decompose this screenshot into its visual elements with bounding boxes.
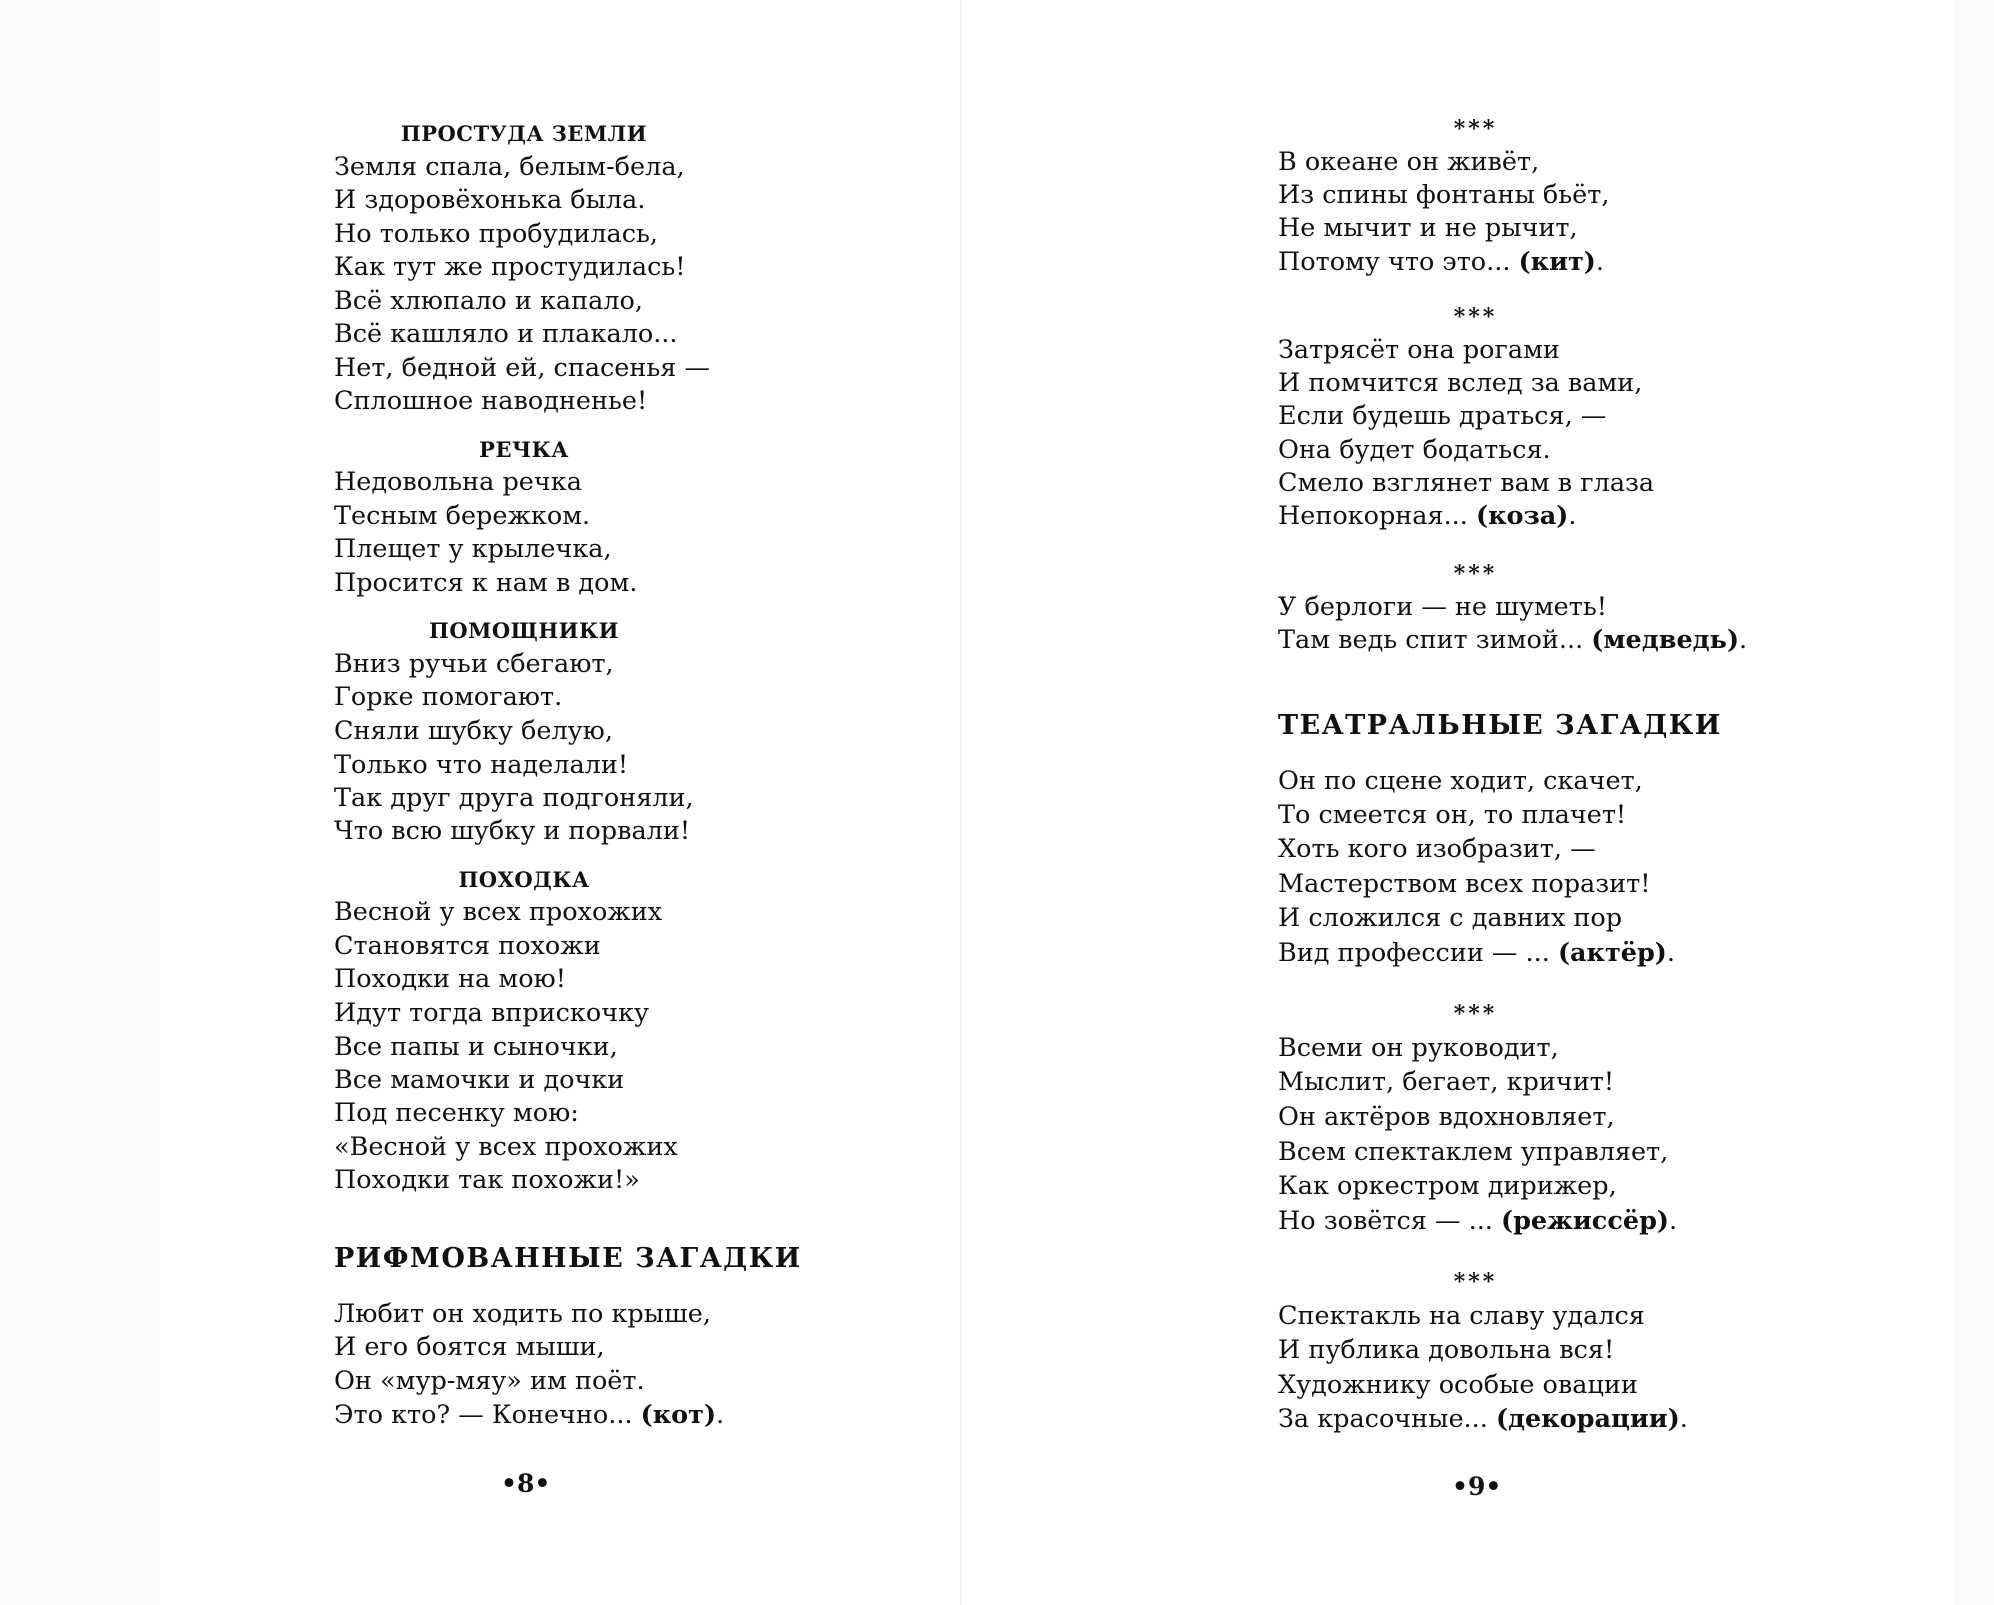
riddle-line: В океане он живёт,	[1278, 147, 1540, 177]
poem-line: Всё кашляло и плакало...	[334, 319, 678, 349]
riddle-line: Смело взглянет вам в глаза	[1278, 468, 1655, 498]
riddle-line: Если будешь драться, —	[1278, 401, 1607, 431]
poem-line: Земля спала, белым-бела,	[334, 152, 685, 182]
poem-line: Походки так похожи!»	[334, 1165, 640, 1195]
poem-title: ПОХОДКА	[458, 867, 590, 892]
book-gutter	[960, 0, 962, 1605]
riddle-last-line: Это кто? — Конечно... (кот).	[334, 1400, 725, 1430]
poem-line: Только что наделали!	[334, 750, 629, 780]
riddle-line: Любит он ходить по крыше,	[334, 1299, 711, 1329]
poem-line: Но только пробудилась,	[334, 219, 659, 249]
riddle-answer: (медведь)	[1591, 625, 1740, 655]
poem-line: Походки на мою!	[334, 964, 567, 994]
riddle-last-line: Непокорная... (коза).	[1278, 501, 1577, 531]
riddle-line: Мыслит, бегает, кричит!	[1278, 1067, 1615, 1097]
poem-line: Нет, бедной ей, спасенья —	[334, 353, 710, 383]
separator-stars: ***	[1453, 1001, 1498, 1027]
poem-line: «Весной у всех прохожих	[334, 1132, 678, 1162]
riddle-line: То смеется он, то плачет!	[1278, 800, 1627, 830]
poem-line: Что всю шубку и порвали!	[334, 816, 691, 846]
poem-line: Как тут же простудилась!	[334, 252, 686, 282]
poem-line: Сплошное наводненье!	[334, 386, 648, 416]
poem-line: Горке помогают.	[334, 682, 563, 712]
riddle-line: Спектакль на славу удался	[1278, 1301, 1645, 1331]
riddle-answer: (коза)	[1476, 501, 1569, 531]
riddle-line: И помчится вслед за вами,	[1278, 368, 1643, 398]
riddle-line: И публика довольна вся!	[1278, 1335, 1615, 1365]
riddle-line: Он актёров вдохновляет,	[1278, 1102, 1615, 1132]
riddle-line: Всеми он руководит,	[1278, 1033, 1559, 1063]
left-page-edge	[0, 0, 160, 1605]
separator-stars: ***	[1453, 304, 1498, 330]
riddle-line: У берлоги — не шуметь!	[1278, 592, 1607, 622]
separator-stars: ***	[1453, 1269, 1498, 1295]
riddle-line: Мастерством всех поразит!	[1278, 869, 1651, 899]
poem-line: Вниз ручьи сбегают,	[334, 649, 614, 679]
riddle-line: И сложился с давних пор	[1278, 903, 1623, 933]
section-title: РИФМОВАННЫЕ ЗАГАДКИ	[334, 1243, 802, 1274]
poem-title: ПРОСТУДА ЗЕМЛИ	[400, 121, 648, 146]
poem-line: Просится к нам в дом.	[334, 568, 638, 598]
poem-line: Так друг друга подгоняли,	[334, 783, 694, 813]
section-title: ТЕАТРАЛЬНЫЕ ЗАГАДКИ	[1278, 710, 1722, 741]
riddle-line: Из спины фонтаны бьёт,	[1278, 180, 1610, 210]
riddle-line: Он «мур-мяу» им поёт.	[334, 1366, 645, 1396]
separator-stars: ***	[1453, 116, 1498, 142]
poem-line: Тесным бережком.	[334, 501, 591, 531]
riddle-last-line: Но зовётся — ... (режиссёр).	[1278, 1206, 1678, 1236]
riddle-line: Он по сцене ходит, скачет,	[1278, 766, 1643, 796]
riddle-answer: (декорации)	[1495, 1404, 1680, 1434]
poem-line: Идут тогда вприскочку	[334, 998, 650, 1028]
poem-line: Недовольна речка	[334, 467, 582, 497]
poem-line: Плещет у крылечка,	[334, 534, 612, 564]
poem-line: Под песенку мою:	[334, 1098, 579, 1128]
riddle-line: Затрясёт она рогами	[1278, 335, 1560, 365]
poem-title: РЕЧКА	[479, 437, 569, 462]
page-number: •8•	[501, 1469, 551, 1498]
riddle-line: Художнику особые овации	[1278, 1370, 1638, 1400]
riddle-line: И его боятся мыши,	[334, 1332, 605, 1362]
riddle-last-line: За красочные... (декорации).	[1278, 1404, 1688, 1434]
riddle-answer: (кот)	[640, 1400, 717, 1430]
riddle-line: Как оркестром дирижер,	[1278, 1171, 1617, 1201]
poem-title: ПОМОЩНИКИ	[429, 618, 619, 643]
poem-line: Весной у всех прохожих	[334, 897, 663, 927]
riddle-answer: (актёр)	[1557, 938, 1667, 968]
riddle-line: Не мычит и не рычит,	[1278, 213, 1578, 243]
riddle-last-line: Там ведь спит зимой... (медведь).	[1278, 625, 1748, 655]
riddle-last-line: Вид профессии — ... (актёр).	[1278, 938, 1675, 968]
right-page-edge	[1954, 0, 1994, 1605]
poem-line: Все мамочки и дочки	[334, 1065, 625, 1095]
poem-line: И здоровёхонька была.	[334, 185, 646, 215]
riddle-line: Она будет бодаться.	[1278, 435, 1551, 465]
poem-line: Все папы и сыночки,	[334, 1032, 618, 1062]
riddle-last-line: Потому что это... (кит).	[1278, 247, 1604, 277]
poem-line: Сняли шубку белую,	[334, 716, 613, 746]
riddle-line: Всем спектаклем управляет,	[1278, 1137, 1669, 1167]
riddle-line: Хоть кого изобразит, —	[1278, 834, 1596, 864]
riddle-answer: (режиссёр)	[1501, 1206, 1669, 1236]
riddle-answer: (кит)	[1518, 247, 1596, 277]
poem-line: Всё хлюпало и капало,	[334, 286, 643, 316]
poem-line: Становятся похожи	[334, 931, 601, 961]
page-number: •9•	[1452, 1472, 1502, 1501]
separator-stars: ***	[1453, 561, 1498, 587]
